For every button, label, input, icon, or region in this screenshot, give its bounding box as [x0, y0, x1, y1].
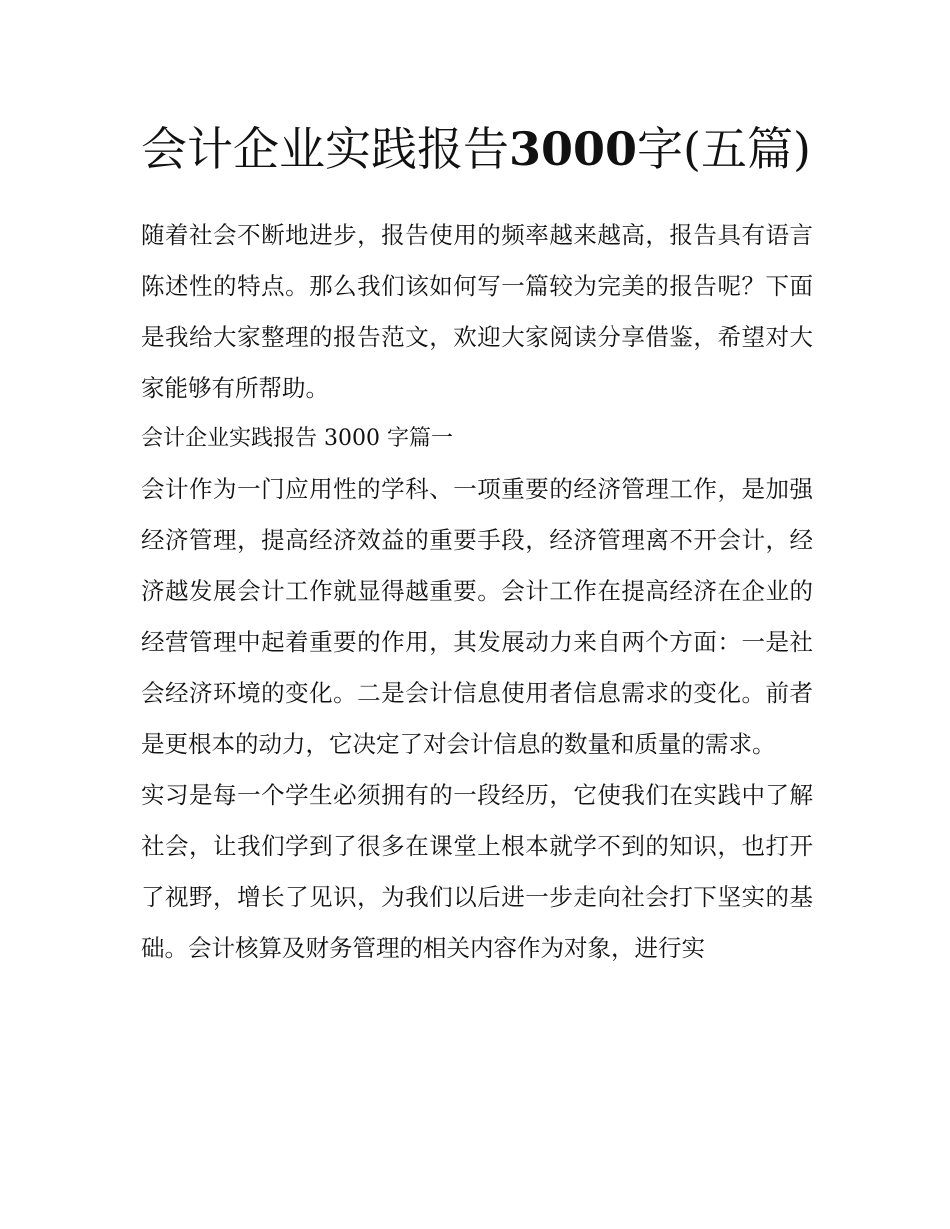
document-title	[141, 112, 813, 186]
body-paragraph-2: 实习是每一个学生必须拥有的一段经历，它使我们在实践中了解社会，让我们学到了很多在课堂上根本就学不到的知识，也打开了视野，增长了见识，为我们以后进一步走向社会打下坚实的基础。会计核算及财务管理的相关内容作为对象，进行实	[141, 781, 813, 962]
title-number: 3000	[509, 122, 638, 176]
title-suffix: 字(五篇)	[637, 122, 811, 176]
document-body	[141, 112, 813, 974]
body-paragraph-1: 会计作为一门应用性的学科、一项重要的经济管理工作，是加强经济管理，提高经济效益的重要手段，经济管理离不开会计，经济越发展会计工作就显得越重要。会计工作在提高经济在企业的经营管理中起着重要的作用，其发展动力来自两个方面：一是社会经济环境的变化。二是会计信息使用者信息需求的变化。前者是更根本的动力，它决定了对会计信息的数量和质量的需求。	[141, 475, 813, 758]
intro-paragraph: 随着社会不断地进步，报告使用的频率越来越高，报告具有语言陈述性的特点。那么我们该如何写一篇较为完美的报告呢？下面是我给大家整理的报告范文，欢迎大家阅读分享借鉴，希望对大家能够有所帮助。	[141, 221, 813, 402]
section-heading: 会计企业实践报告 3000 字篇一	[141, 426, 453, 451]
title-prefix: 会计企业实践报告	[141, 122, 509, 176]
